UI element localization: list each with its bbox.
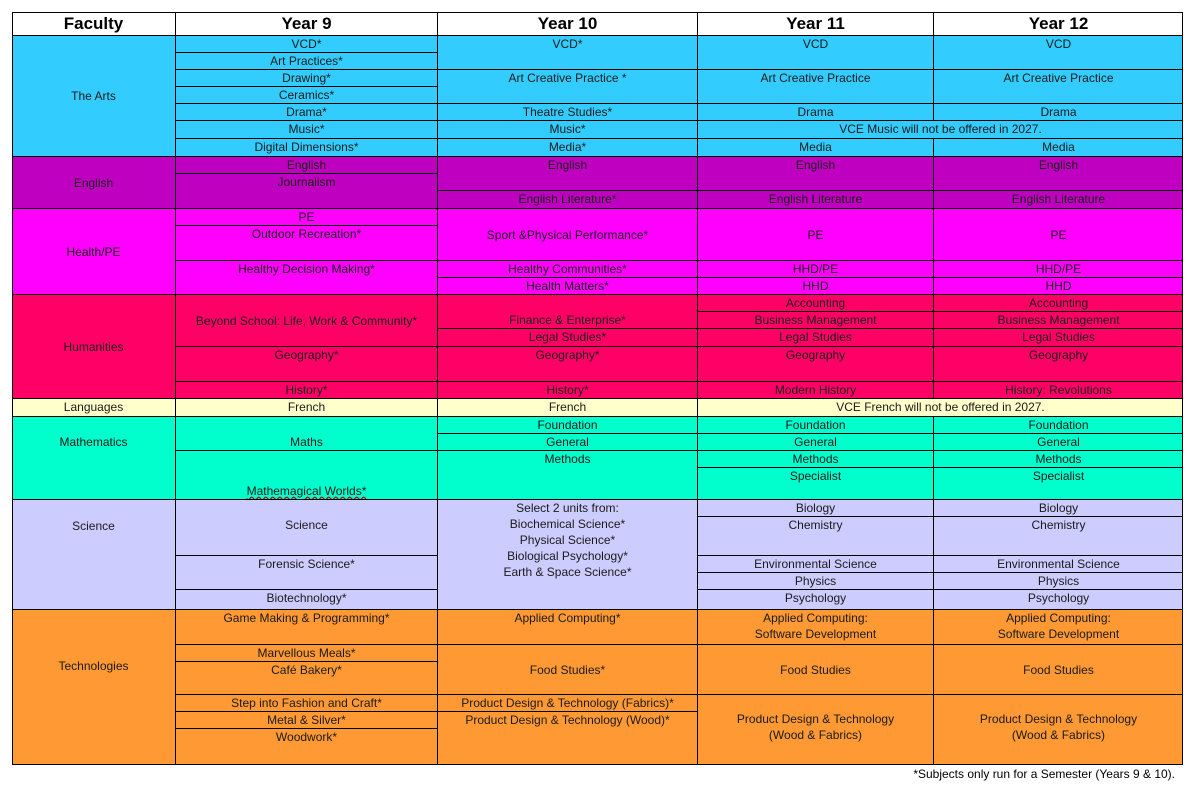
science-y12-3 <box>933 555 1183 572</box>
mathematics-y11-1 <box>697 416 933 433</box>
health-y10-2 <box>437 260 697 277</box>
english-y10-2 <box>437 190 697 208</box>
arts-y10-2-text: Art Creative Practice * <box>508 71 627 85</box>
technologies-y12-food <box>933 644 1183 694</box>
health-y12-2-text: HHD/PE <box>1035 262 1082 276</box>
mathematics-y12-1-text: Foundation <box>1028 418 1089 432</box>
mathematics-y10-2 <box>437 433 697 450</box>
header-year-11 <box>697 12 933 35</box>
science-y11-5-text: Psychology <box>784 591 847 605</box>
arts-y10-5-text: Media* <box>548 140 587 154</box>
header-year-9-text: Year 9 <box>281 13 332 33</box>
science-y11-1 <box>697 499 933 516</box>
health-y11-3 <box>697 277 933 294</box>
arts-y9-2 <box>175 52 437 69</box>
technologies-y9-1-text: Game Making & Programming* <box>223 611 390 625</box>
arts-y9-3-text: Drawing* <box>282 71 331 85</box>
technologies-y11-computing-line-2: Software Development <box>754 627 877 641</box>
humanities-y12-5-text: History: Revolutions <box>1005 383 1112 397</box>
health-y12-3 <box>933 277 1183 294</box>
health-y12-3-text: HHD <box>1045 279 1072 293</box>
arts-y9-5-text: Drama* <box>286 105 327 119</box>
mathematics-y10-1-text: Foundation <box>537 418 598 432</box>
arts-y9-7 <box>175 138 437 156</box>
faculty-humanities-text: Humanities <box>63 339 124 354</box>
humanities-y12-2 <box>933 311 1183 328</box>
header-year-10-text: Year 10 <box>537 13 598 33</box>
mathematics-y12-2-text: General <box>1037 435 1080 449</box>
faculty-the-arts-text: The Arts <box>71 89 116 103</box>
faculty-mathematics <box>12 416 175 467</box>
health-y12-2 <box>933 260 1183 277</box>
technologies-y9-5-text: Metal & Silver* <box>267 713 346 727</box>
arts-y11-4-text: Media <box>799 140 832 154</box>
science-y12-5-text: Psychology <box>1027 591 1090 605</box>
technologies-y12-computing-line-1: Applied Computing: <box>1006 611 1111 625</box>
humanities-y12-2-text: Business Management <box>997 313 1120 327</box>
arts-y10-1-text: VCD* <box>552 37 583 51</box>
science-y12-4 <box>933 572 1183 589</box>
technologies-y10-3-text: Product Design & Technology (Fabrics)* <box>461 696 674 710</box>
english-y11-2-text: English Literature <box>768 192 863 206</box>
faculty-health-pe-text: Health/PE <box>66 244 121 259</box>
english-y10-2-text: English Literature* <box>518 192 617 206</box>
humanities-y11-4 <box>697 346 933 381</box>
technologies-y9-1 <box>175 609 437 644</box>
humanities-y11-1-text: Accounting <box>785 296 846 310</box>
languages-y10 <box>437 398 697 416</box>
technologies-y9-2 <box>175 644 437 661</box>
science-y12-3-text: Environmental Science <box>997 557 1120 571</box>
health-y10-3-text: Health Matters* <box>526 279 609 293</box>
humanities-y12-1 <box>933 294 1183 311</box>
technologies-y10-4-text: Product Design & Technology (Wood)* <box>465 713 670 727</box>
science-y10-units-line-1: Select 2 units from: <box>516 501 619 515</box>
faculty-technologies-text: Technologies <box>58 659 129 673</box>
header-year-10 <box>437 12 697 35</box>
header-faculty <box>12 12 175 35</box>
arts-y12-3 <box>933 103 1183 120</box>
arts-y12-3-text: Drama <box>1040 105 1077 119</box>
technologies-y12-computing <box>933 609 1183 644</box>
arts-y12-1-text: VCD <box>1045 37 1072 51</box>
technologies-y11-design <box>697 694 933 765</box>
mathematics-y11-4 <box>697 467 933 499</box>
humanities-y12-4 <box>933 346 1183 381</box>
science-y12-1-text: Biology <box>1038 501 1079 515</box>
faculty-science-text: Science <box>72 519 115 533</box>
arts-y9-6 <box>175 120 437 138</box>
humanities-y9-3 <box>175 381 437 398</box>
humanities-y9-2-text: Geography* <box>274 348 339 362</box>
technologies-y12-design <box>933 694 1183 765</box>
technologies-y11-food-text: Food Studies <box>780 662 851 677</box>
arts-y11-2-text: Art Creative Practice <box>760 71 871 85</box>
vce-music-note-text: VCE Music will not be offered in 2027. <box>839 122 1042 136</box>
technologies-y9-4-text: Step into Fashion and Craft* <box>231 696 382 710</box>
header-year-9 <box>175 12 437 35</box>
humanities-y12-3 <box>933 328 1183 346</box>
humanities-y10-2 <box>437 328 697 346</box>
arts-y11-1-text: VCD <box>802 37 829 51</box>
humanities-y11-5-text: Modern History <box>774 383 857 397</box>
health-y10-1-text: Sport &Physical Performance* <box>486 227 649 242</box>
technologies-y10-4 <box>437 711 697 765</box>
humanities-y10-4-text: History* <box>546 383 589 397</box>
arts-y9-5 <box>175 103 437 120</box>
humanities-y12-4-text: Geography <box>1028 348 1089 362</box>
humanities-y11-2-text: Business Management <box>754 313 877 327</box>
science-y10-units <box>437 499 697 609</box>
mathematics-y10-3 <box>437 450 697 499</box>
english-y10-1 <box>437 156 697 190</box>
humanities-y11-2 <box>697 311 933 328</box>
mathematics-y10-3-text: Methods <box>544 452 591 466</box>
mathematics-y9-1 <box>175 416 437 450</box>
humanities-y10-1-text: Finance & Enterprise* <box>509 313 626 327</box>
arts-y10-5 <box>437 138 697 156</box>
technologies-y12-computing-line-2: Software Development <box>997 627 1120 641</box>
english-y12-2 <box>933 190 1183 208</box>
technologies-y11-design-line-2: (Wood & Fabrics) <box>768 728 863 742</box>
health-y12-1-text: PE <box>1050 227 1067 242</box>
english-y9-1 <box>175 156 437 173</box>
arts-y9-7-text: Digital Dimensions* <box>254 140 359 154</box>
technologies-y9-3 <box>175 661 437 694</box>
vce-french-note-text: VCE French will not be offered in 2027. <box>836 400 1045 414</box>
english-y9-1-text: English <box>286 158 327 172</box>
humanities-y10-4 <box>437 381 697 398</box>
humanities-y10-1 <box>437 294 697 328</box>
faculty-science <box>12 499 175 609</box>
arts-y12-2 <box>933 69 1183 103</box>
science-y9-3-text: Biotechnology* <box>266 591 347 605</box>
arts-y11-1 <box>697 35 933 69</box>
humanities-y9-1 <box>175 294 437 346</box>
header-year-12-text: Year 12 <box>1028 13 1089 33</box>
health-y11-3-text: HHD <box>802 279 829 293</box>
humanities-y9-1-text: Beyond School: Life, Work & Community* <box>195 313 418 328</box>
languages-y9 <box>175 398 437 416</box>
technologies-y11-design-line-1: Product Design & Technology <box>736 712 895 726</box>
mathematics-y12-3-text: Methods <box>1035 452 1082 466</box>
english-y12-2-text: English Literature <box>1011 192 1106 206</box>
mathematics-y9-2-text: Mathemagical Worlds* <box>246 484 367 498</box>
science-y12-2 <box>933 516 1183 555</box>
arts-y11-2 <box>697 69 933 103</box>
humanities-y11-3 <box>697 328 933 346</box>
health-y10-2-text: Healthy Communities* <box>508 262 627 276</box>
arts-y9-3 <box>175 69 437 86</box>
science-y11-5 <box>697 589 933 609</box>
technologies-y10-2-text: Food Studies* <box>529 662 606 677</box>
faculty-humanities <box>12 294 175 398</box>
science-y11-4 <box>697 572 933 589</box>
arts-y10-2 <box>437 69 697 103</box>
science-y9-2-text: Forensic Science* <box>258 557 355 571</box>
technologies-y9-4 <box>175 694 437 711</box>
footnote: *Subjects only run for a Semester (Years 9 & 10). <box>913 767 1175 781</box>
health-y9-3 <box>175 260 437 294</box>
humanities-y11-1 <box>697 294 933 311</box>
technologies-y12-food-text: Food Studies <box>1023 662 1094 677</box>
arts-y9-1-text: VCD* <box>291 37 322 51</box>
header-faculty-text: Faculty <box>63 13 124 33</box>
science-y10-units-line-4: Biological Psychology* <box>507 549 628 563</box>
english-y10-1-text: English <box>547 158 588 172</box>
technologies-y11-computing-line-1: Applied Computing: <box>763 611 868 625</box>
science-y11-2 <box>697 516 933 555</box>
arts-y12-2-text: Art Creative Practice <box>1003 71 1114 85</box>
humanities-y10-2-text: Legal Studies* <box>528 330 607 344</box>
humanities-y11-3-text: Legal Studies <box>779 330 852 344</box>
science-y9-1 <box>175 499 437 555</box>
english-y9-2 <box>175 173 437 208</box>
faculty-languages <box>12 398 175 416</box>
arts-y12-1 <box>933 35 1183 69</box>
health-y9-1-text: PE <box>298 210 315 224</box>
mathematics-y12-2 <box>933 433 1183 450</box>
mathematics-y11-2-text: General <box>794 435 837 449</box>
english-y11-2 <box>697 190 933 208</box>
languages-y10-text: French <box>548 400 587 414</box>
health-y10-3 <box>437 277 697 294</box>
science-y11-4-text: Physics <box>794 574 837 588</box>
technologies-y9-6-text: Woodwork* <box>275 730 338 744</box>
english-y12-1 <box>933 156 1183 190</box>
technologies-y12-design-line-1: Product Design & Technology <box>979 712 1138 726</box>
health-y11-2-text: HHD/PE <box>792 262 839 276</box>
mathematics-y11-3-text: Methods <box>792 452 839 466</box>
english-y11-1-text: English <box>795 158 836 172</box>
science-y12-1 <box>933 499 1183 516</box>
technologies-y10-1-text: Applied Computing* <box>514 611 621 625</box>
health-y11-1 <box>697 208 933 260</box>
health-y11-2 <box>697 260 933 277</box>
science-y11-2-text: Chemistry <box>788 518 843 532</box>
languages-y9-text: French <box>287 400 326 414</box>
humanities-y12-1-text: Accounting <box>1028 296 1089 310</box>
health-y9-3-text: Healthy Decision Making* <box>238 262 375 276</box>
technologies-y11-computing <box>697 609 933 644</box>
mathematics-y10-1 <box>437 416 697 433</box>
arts-y9-2-text: Art Practices* <box>270 54 343 68</box>
humanities-y9-2 <box>175 346 437 381</box>
arts-y9-1 <box>175 35 437 52</box>
arts-y9-4-text: Ceramics* <box>278 88 335 102</box>
mathematics-y11-2 <box>697 433 933 450</box>
humanities-y10-3-text: Geography* <box>535 348 600 362</box>
science-y9-1-text: Science <box>285 518 328 532</box>
technologies-y12-design-line-2: (Wood & Fabrics) <box>1011 728 1106 742</box>
technologies-y10-2 <box>437 644 697 694</box>
vce-music-note <box>697 120 1183 138</box>
science-y10-units-line-5: Earth & Space Science* <box>503 565 632 579</box>
health-y9-2 <box>175 225 437 260</box>
science-y10-units-line-3: Physical Science* <box>519 533 616 547</box>
mathematics-y12-3 <box>933 450 1183 467</box>
vce-french-note <box>697 398 1183 416</box>
mathematics-y12-4 <box>933 467 1183 499</box>
science-y11-3 <box>697 555 933 572</box>
faculty-english <box>12 156 175 208</box>
arts-y10-3-text: Theatre Studies* <box>522 105 613 119</box>
header-year-11-text: Year 11 <box>786 13 845 33</box>
faculty-mathematics-text: Mathematics <box>59 435 128 449</box>
technologies-y10-3 <box>437 694 697 711</box>
mathematics-y10-2-text: General <box>546 435 589 449</box>
english-y9-2-text: Journalism <box>277 175 336 189</box>
mathematics-y12-4-text: Specialist <box>1032 469 1085 483</box>
header-year-12 <box>933 12 1183 35</box>
arts-y10-3 <box>437 103 697 120</box>
humanities-y11-4-text: Geography <box>785 348 846 362</box>
faculty-languages-text: Languages <box>63 400 124 414</box>
health-y10-1 <box>437 208 697 260</box>
arts-y9-4 <box>175 86 437 103</box>
science-y11-3-text: Environmental Science <box>754 557 877 571</box>
english-y12-1-text: English <box>1038 158 1079 172</box>
health-y9-2-text: Outdoor Recreation* <box>251 227 362 241</box>
arts-y11-4 <box>697 138 933 156</box>
arts-y12-4-text: Media <box>1042 140 1075 154</box>
mathematics-y11-1-text: Foundation <box>785 418 846 432</box>
faculty-english-text: English <box>73 175 114 190</box>
english-y11-1 <box>697 156 933 190</box>
arts-y9-6-text: Music* <box>288 122 325 136</box>
science-y12-2-text: Chemistry <box>1031 518 1086 532</box>
arts-y12-4 <box>933 138 1183 156</box>
technologies-y9-5 <box>175 711 437 728</box>
faculty-the-arts <box>12 35 175 156</box>
technologies-y11-food <box>697 644 933 694</box>
science-y10-units-line-2: Biochemical Science* <box>509 517 626 531</box>
technologies-y9-6 <box>175 728 437 765</box>
technologies-y10-1 <box>437 609 697 644</box>
faculty-technologies <box>12 609 175 765</box>
arts-y10-1 <box>437 35 697 69</box>
health-y12-1 <box>933 208 1183 260</box>
mathematics-y9-1-text: Maths <box>290 435 323 449</box>
arts-y10-4 <box>437 120 697 138</box>
science-y11-1-text: Biology <box>795 501 836 515</box>
mathematics-y9-2 <box>175 450 437 499</box>
mathematics-y11-4-text: Specialist <box>789 469 842 483</box>
arts-y11-3 <box>697 103 933 120</box>
arts-y11-3-text: Drama <box>797 105 834 119</box>
mathematics-y11-3 <box>697 450 933 467</box>
science-y9-2 <box>175 555 437 589</box>
health-y9-1 <box>175 208 437 225</box>
humanities-y12-5 <box>933 381 1183 398</box>
mathematics-y12-1 <box>933 416 1183 433</box>
science-y9-3 <box>175 589 437 609</box>
technologies-y9-3-text: Café Bakery* <box>271 663 342 677</box>
humanities-y12-3-text: Legal Studies <box>1022 330 1095 344</box>
science-y12-4-text: Physics <box>1037 574 1080 588</box>
technologies-y9-2-text: Marvellous Meals* <box>257 646 356 660</box>
humanities-y11-5 <box>697 381 933 398</box>
humanities-y9-3-text: History* <box>285 383 328 397</box>
faculty-mathematics-lower <box>12 467 175 499</box>
faculty-health-pe <box>12 208 175 294</box>
health-y11-1-text: PE <box>807 227 824 242</box>
humanities-y10-3 <box>437 346 697 381</box>
science-y12-5 <box>933 589 1183 609</box>
arts-y10-4-text: Music* <box>549 122 586 136</box>
